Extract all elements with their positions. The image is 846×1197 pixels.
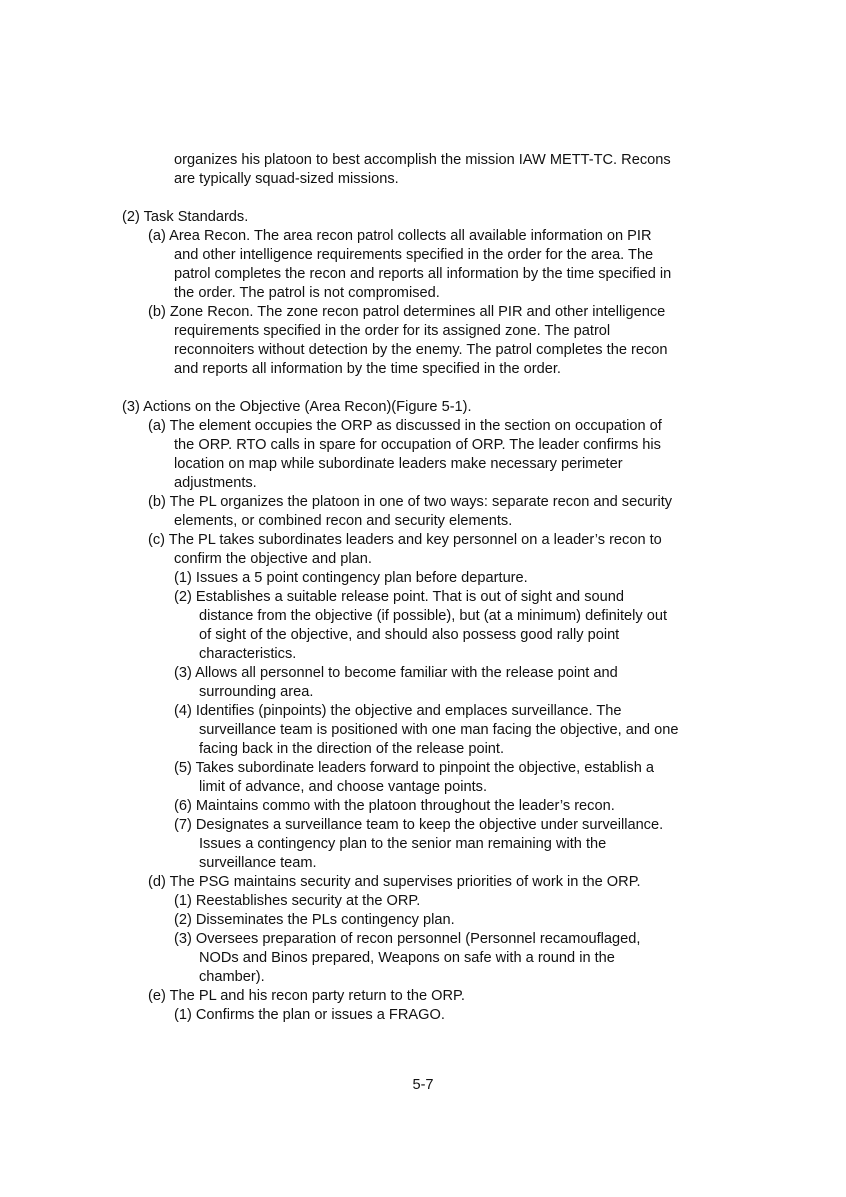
text-line: chamber). (199, 969, 265, 985)
text-line: confirm the objective and plan. (174, 551, 372, 567)
text-line: Issues a contingency plan to the senior man remaining with the (199, 836, 607, 852)
text-line: elements, or combined recon and security elements. (174, 513, 513, 529)
text-line: NODs and Binos prepared, Weapons on safe with a round in the (199, 950, 615, 966)
text-line: and reports all information by the time specified in the order. (174, 361, 561, 377)
text-line: (2) Establishes a suitable release point. That is out of sight and sound (174, 589, 624, 605)
text-line: (1) Issues a 5 point contingency plan before departure. (174, 570, 528, 586)
section-heading: (3) Actions on the Objective (Area Recon)(Figure 5-1). (122, 399, 472, 415)
text-line: facing back in the direction of the release point. (199, 741, 505, 757)
text-line: adjustments. (174, 475, 257, 491)
text-line: (5) Takes subordinate leaders forward to pinpoint the objective, establish a (174, 760, 654, 776)
text-line: requirements specified in the order for its assigned zone. The patrol (174, 323, 611, 339)
text-line: the order. The patrol is not compromised. (174, 285, 440, 301)
text-line: (b) Zone Recon. The zone recon patrol determines all PIR and other intelligence (148, 304, 666, 320)
text-line: (3) Allows all personnel to become familiar with the release point and (174, 665, 618, 681)
text-line: (d) The PSG maintains security and supervises priorities of work in the ORP. (148, 874, 641, 890)
page-number: 5-7 (412, 1077, 434, 1093)
text-line: location on map while subordinate leaders make necessary perimeter (174, 456, 623, 472)
text-line: of sight of the objective, and should also possess good rally point (199, 627, 620, 643)
text-line: the ORP. RTO calls in spare for occupation of ORP. The leader confirms his (174, 437, 661, 453)
text-line: reconnoiters without detection by the enemy. The patrol completes the recon (174, 342, 668, 358)
text-line: (e) The PL and his recon party return to the ORP. (148, 988, 465, 1004)
text-line: (a) Area Recon. The area recon patrol collects all available information on PIR (148, 228, 652, 244)
text-line: and other intelligence requirements specified in the order for the area. The (174, 247, 654, 263)
text-line: characteristics. (199, 646, 297, 662)
text-line: (c) The PL takes subordinates leaders and key personnel on a leader’s recon to (148, 532, 662, 548)
text-line: (6) Maintains commo with the platoon throughout the leader’s recon. (174, 798, 615, 814)
text-line: distance from the objective (if possible), but (at a minimum) definitely out (199, 608, 668, 624)
text-line: (2) Disseminates the PLs contingency plan. (174, 912, 455, 928)
text-line: (b) The PL organizes the platoon in one of two ways: separate recon and security (148, 494, 673, 510)
text-line: surveillance team. (199, 855, 317, 871)
text-line: surrounding area. (199, 684, 314, 700)
section-heading: (2) Task Standards. (122, 209, 249, 225)
text-line: (1) Reestablishes security at the ORP. (174, 893, 421, 909)
text-line: (1) Confirms the plan or issues a FRAGO. (174, 1007, 445, 1023)
text-line: limit of advance, and choose vantage points. (199, 779, 488, 795)
text-line: (7) Designates a surveillance team to keep the objective under surveillance. (174, 817, 664, 833)
text-line: are typically squad-sized missions. (174, 171, 399, 187)
text-line: (3) Oversees preparation of recon personnel (Personnel recamouflaged, (174, 931, 641, 947)
text-line: (4) Identifies (pinpoints) the objective and emplaces surveillance. The (174, 703, 622, 719)
text-line: (a) The element occupies the ORP as discussed in the section on occupation of (148, 418, 662, 434)
text-line: surveillance team is positioned with one man facing the objective, and one (199, 722, 679, 738)
text-line: organizes his platoon to best accomplish the mission IAW METT-TC. Recons (174, 152, 671, 168)
text-line: patrol completes the recon and reports all information by the time specified in (174, 266, 672, 282)
